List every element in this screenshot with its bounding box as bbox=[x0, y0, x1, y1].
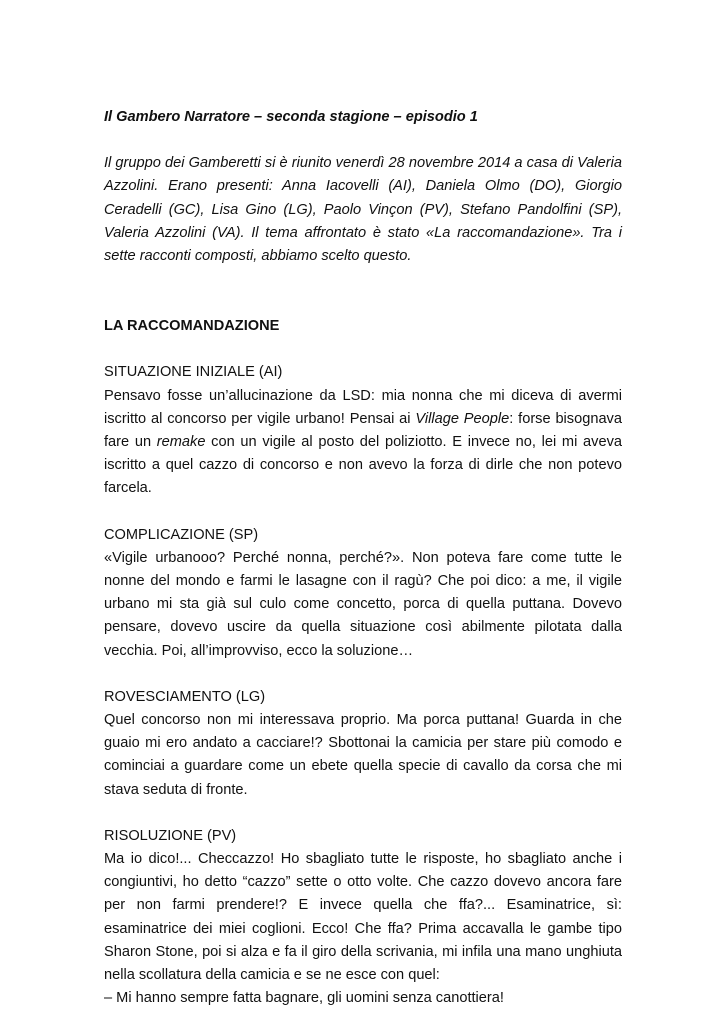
section-situazione-iniziale bbox=[104, 361, 622, 500]
section-rovesciamento bbox=[104, 686, 622, 802]
section-text bbox=[104, 385, 622, 501]
section-text: Quel concorso non mi interessava proprio. Ma porca puttana! Guarda in che guaio mi ero andato a cacciare!? Sbottonai la camicia per stare più comodo e cominciai a guardare come un ebete quella specie di cavallo da corsa che mi stava seduta di fronte. bbox=[104, 712, 622, 798]
intro-paragraph: Il gruppo dei Gamberetti si è riunito venerdì 28 novembre 2014 a casa di Valeria Azzolini. Erano presenti: Anna Iacovelli (AI), Daniela Olmo (DO), Giorgio Ceradelli (GC), Lisa Gino (LG), Paolo Vinçon (PV), Stefano Pandolfini (SP), Valeria Azzolini (VA). Il tema affrontato è stato «La raccomandazione». Tra i sette racconti composti, abbiamo scelto questo. bbox=[104, 155, 622, 265]
section-text: «Vigile urbanooo? Perché nonna, perché?». Non poteva fare come tutte le nonne del mondo e farmi le lasagne con il ragù? Che poi dico: a me, il vigile urbano mi sta già sul culo come concetto, porca di quella puttana. Dovevo pensare, dovevo uscire da quella situazione così abilmente pilotata dalla vecchia. Poi, all’improvviso, ecco la soluzione… bbox=[104, 549, 622, 659]
section-text: Ma io dico!... Checcazzo! Ho sbagliato tutte le risposte, ho sbagliato anche i congiuntivi, ho detto “cazzo” sette o otto volte. Che cazzo dovevo ancora fare per non farmi prendere!? E invece quella che ffa?... Esaminatrice, sì: esaminatrice dei miei coglioni. Ecco! Che ffa? Prima accavalla le gambe tipo Sharon Stone, poi si alza e fa il giro della scrivania, mi infila una mano unghiuta nella scollatura della camicia e se ne esce con quel: bbox=[104, 851, 622, 984]
section-complicazione bbox=[104, 524, 622, 663]
story-title: LA RACCOMANDAZIONE bbox=[104, 318, 280, 335]
italic-text-run: Village People bbox=[415, 410, 510, 427]
section-risoluzione bbox=[104, 825, 622, 1011]
section-heading: SITUAZIONE INIZIALE (AI) bbox=[104, 364, 283, 381]
document-title: Il Gambero Narratore – seconda stagione – episodio 1 bbox=[104, 109, 478, 125]
text-run: : forse bisognava fare un bbox=[104, 410, 622, 451]
text-run: con un vigile al posto del poliziotto. E invece no, lei mi aveva iscritto a quel cazzo di concorso e non avevo la forza di dirle che non potevo farcela. bbox=[104, 434, 622, 497]
section-heading: RISOLUZIONE (PV) bbox=[104, 827, 237, 844]
document-page bbox=[104, 106, 622, 1011]
section-heading: ROVESCIAMENTO (LG) bbox=[104, 688, 266, 705]
closing-line: – Mi hanno sempre fatta bagnare, gli uomini senza canottiera! bbox=[104, 990, 504, 1007]
section-heading: COMPLICAZIONE (SP) bbox=[104, 526, 259, 543]
text-run: Pensavo fosse un’allucinazione da LSD: mia nonna che mi diceva di avermi iscritto al concorso per vigile urbano! Pensai ai bbox=[104, 387, 622, 427]
italic-text-run: remake bbox=[156, 434, 206, 451]
